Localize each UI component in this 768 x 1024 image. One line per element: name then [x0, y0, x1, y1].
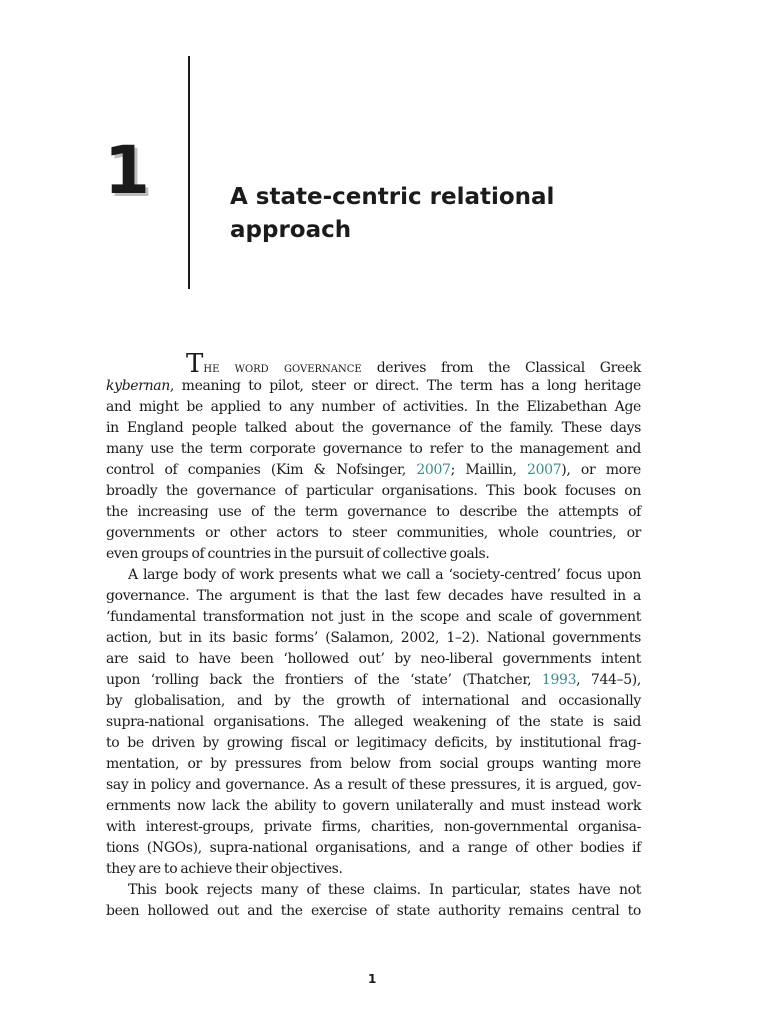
p1-line: in England people talked about the governance of the family. These days	[106, 420, 641, 436]
text-run: ), or more	[561, 462, 641, 478]
p2-line: governance. The argument is that the last few decades have resulted in a	[106, 588, 641, 604]
text-run: derives from the Classical Greek	[361, 360, 641, 376]
p2-line: ernments now lack the ability to govern unilaterally and must instead work	[106, 798, 641, 814]
p2-line: with interest-groups, private firms, charities, non-governmental organisa-	[106, 819, 641, 835]
p2-line: supra-national organisations. The alleged weakening of the state is said	[106, 714, 641, 730]
text-run: ; Maillin,	[450, 462, 528, 478]
chapter-number: 1	[104, 132, 150, 209]
p1-line: governments or other actors to steer communities, whole countries, or	[106, 525, 641, 541]
p2-line: A large body of work presents what we call a ‘society-centred’ focus upon	[128, 567, 641, 583]
text-run: , 744–5),	[576, 672, 641, 688]
opening-small-caps: he word governance	[203, 360, 362, 376]
chapter-title-line-2: approach	[230, 217, 352, 243]
p2-line: they are to achieve their objectives.	[106, 861, 343, 877]
p1-line	[106, 349, 641, 379]
citation-link[interactable]: 2007	[527, 462, 562, 478]
chapter-title	[230, 181, 670, 247]
p1-line: and might be applied to any number of activities. In the Elizabethan Age	[106, 399, 641, 415]
p1-line	[106, 376, 641, 397]
p2-line: mentation, or by pressures from below from social groups wanting more	[106, 756, 641, 772]
p2-line: to be driven by growing fiscal or legitimacy deficits, by institutional frag-	[106, 735, 641, 751]
p1-line: even groups of countries in the pursuit of collective goals.	[106, 546, 490, 562]
chapter-divider	[188, 56, 190, 289]
citation-link[interactable]: 1993	[541, 672, 577, 688]
p3-line: been hollowed out and the exercise of state authority remains central to	[106, 903, 641, 919]
p2-line: ‘fundamental transformation not just in the scope and scale of government	[106, 609, 641, 625]
page-number: 1	[368, 972, 377, 986]
drop-cap: T	[186, 349, 204, 379]
p2-line: tions (NGOs), supra-national organisations, and a range of other bodies if	[106, 840, 641, 856]
p2-line: are said to have been ‘hollowed out’ by neo-liberal governments intent	[106, 651, 641, 667]
p1-line	[106, 460, 641, 481]
p1-line: the increasing use of the term governance to describe the attempts of	[106, 504, 641, 520]
text-run: control of companies (Kim & Nofsinger,	[106, 462, 417, 478]
p1-line: broadly the governance of particular organisations. This book focuses on	[106, 483, 641, 499]
body-text	[106, 349, 641, 922]
chapter-title-line-1: A state-centric relational	[230, 184, 555, 210]
text-run: upon ‘rolling back the frontiers of the ‘state’ (Thatcher,	[106, 672, 542, 688]
p2-line: action, but in its basic forms’ (Salamon, 2002, 1–2). National governments	[106, 630, 641, 646]
p3-line: This book rejects many of these claims. In particular, states have not	[128, 882, 641, 898]
citation-link[interactable]: 2007	[416, 462, 451, 478]
p2-line	[106, 670, 641, 691]
p1-line: many use the term corporate governance to refer to the management and	[106, 441, 641, 457]
italic-term: kybernan	[106, 378, 170, 394]
text-run: , meaning to pilot, steer or direct. The term has a long heritage	[169, 378, 641, 394]
p2-line: by globalisation, and by the growth of international and occasionally	[106, 693, 641, 709]
p2-line: say in policy and governance. As a result of these pressures, it is argued, gov-	[106, 777, 641, 793]
